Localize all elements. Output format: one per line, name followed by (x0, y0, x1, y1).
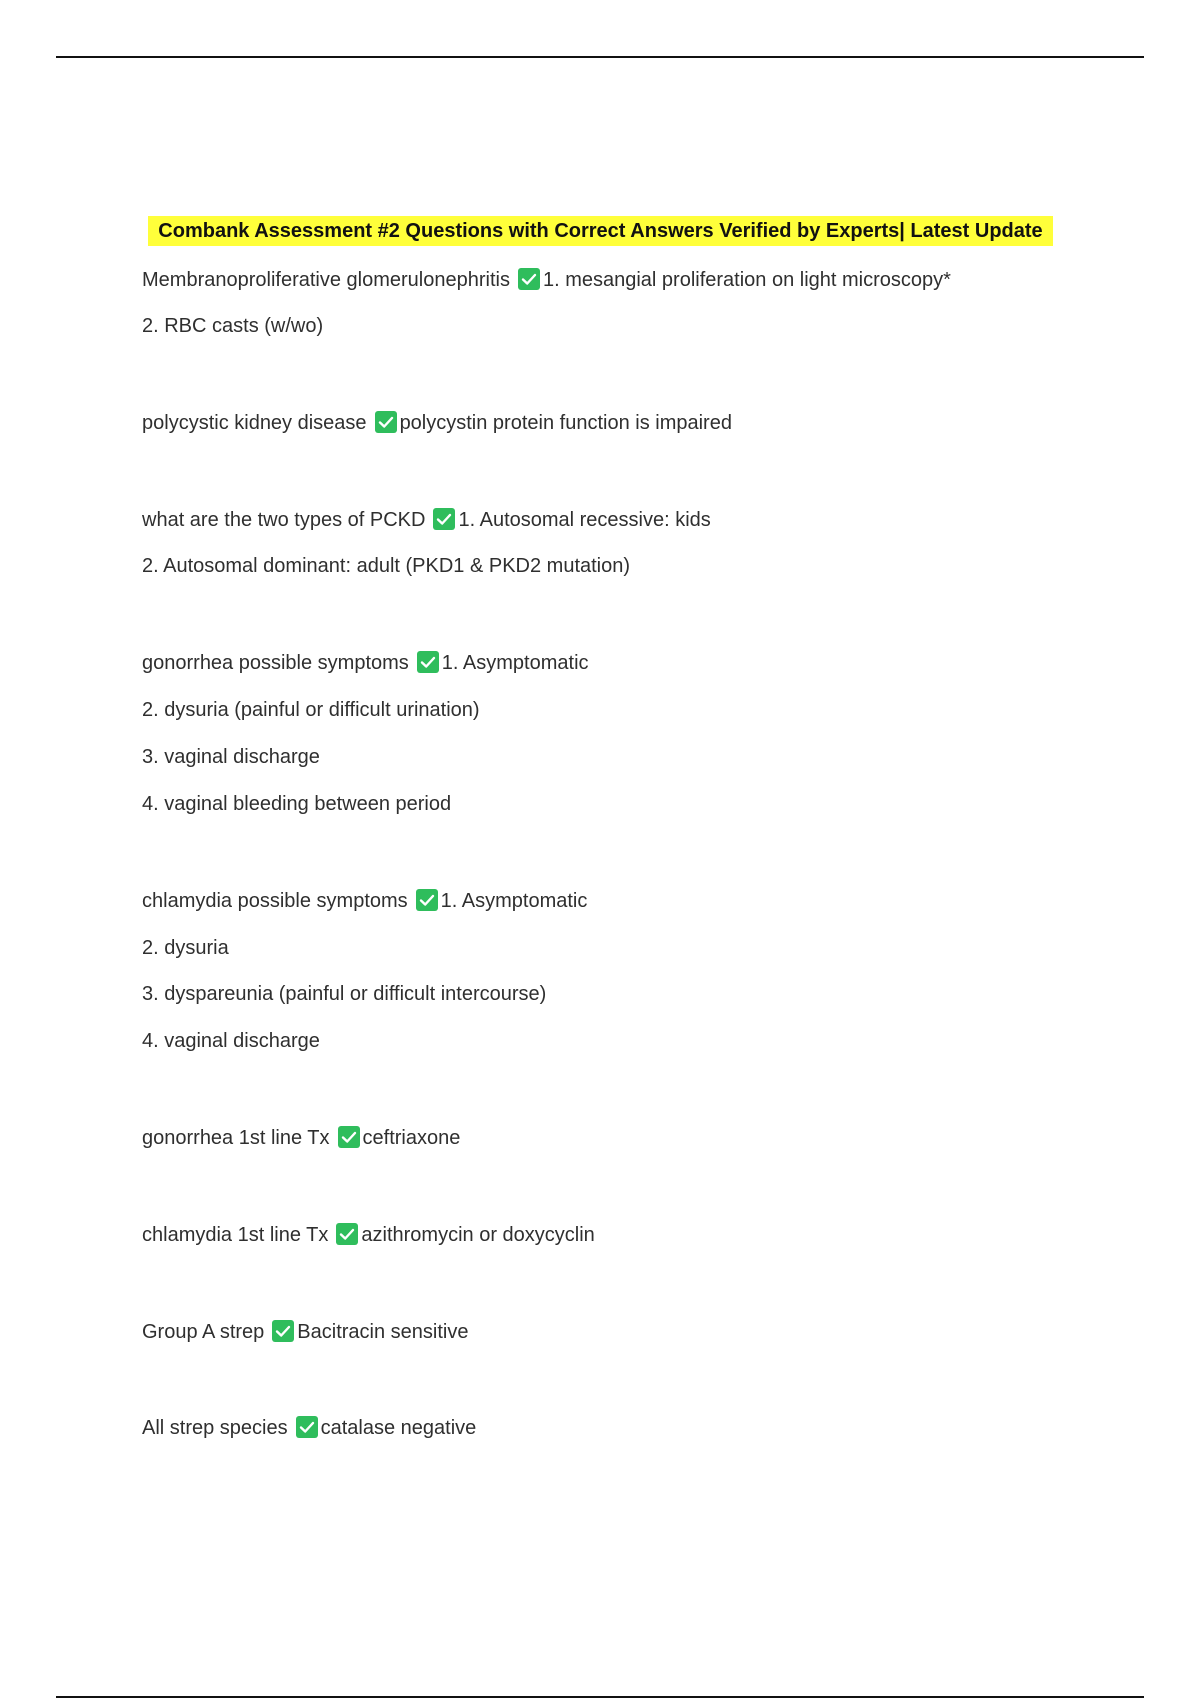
question-text: gonorrhea 1st line Tx (142, 1127, 330, 1149)
qa-line (142, 648, 589, 678)
answer-continuation: 2. dysuria (142, 937, 229, 959)
qa-line (142, 1413, 476, 1443)
qa-line (142, 1123, 460, 1153)
answer-text: 1. Asymptomatic (441, 652, 589, 674)
answer-text: 1. Autosomal recessive: kids (458, 509, 711, 531)
qa-line (142, 265, 951, 295)
answer-text: ceftriaxone (362, 1127, 461, 1149)
answer-continuation: 3. vaginal discharge (142, 746, 320, 768)
answer-continuation: 3. dyspareunia (painful or difficult intercourse) (142, 983, 547, 1005)
checkmark-icon (338, 1126, 360, 1148)
answer-continuation: 2. RBC casts (w/wo) (142, 315, 324, 337)
question-text: polycystic kidney disease (142, 412, 367, 434)
question-text: Group A strep (142, 1321, 265, 1343)
answer-continuation: 2. Autosomal dominant: adult (PKD1 & PKD2 mutation) (142, 555, 631, 577)
question-text: what are the two types of PCKD (142, 509, 426, 531)
document-title: Combank Assessment #2 Questions with Correct Answers Verified by Experts| Latest Update (148, 216, 1053, 246)
checkmark-icon (272, 1320, 294, 1342)
answer-text: 1. Asymptomatic (440, 890, 588, 912)
qa-line (142, 1220, 595, 1250)
answer-text: polycystin protein function is impaired (399, 412, 732, 434)
checkmark-icon (296, 1416, 318, 1438)
question-text: gonorrhea possible symptoms (142, 652, 409, 674)
qa-line (142, 1317, 468, 1347)
checkmark-icon (375, 411, 397, 433)
qa-line (142, 408, 732, 438)
answer-text: catalase negative (320, 1417, 477, 1439)
question-text: All strep species (142, 1417, 288, 1439)
checkmark-icon (518, 268, 540, 290)
answer-continuation: 4. vaginal discharge (142, 1030, 320, 1052)
qa-line (142, 505, 711, 535)
checkmark-icon (417, 651, 439, 673)
answer-text: 1. mesangial proliferation on light microscopy* (542, 269, 951, 291)
checkmark-icon (433, 508, 455, 530)
checkmark-icon (336, 1223, 358, 1245)
answer-continuation: 4. vaginal bleeding between period (142, 793, 452, 815)
bottom-rule (56, 1696, 1144, 1698)
question-text: chlamydia possible symptoms (142, 890, 408, 912)
question-text: Membranoproliferative glomerulonephritis (142, 269, 510, 291)
checkmark-icon (416, 889, 438, 911)
answer-text: azithromycin or doxycyclin (361, 1224, 595, 1246)
top-rule (56, 56, 1144, 58)
qa-line (142, 886, 587, 916)
answer-continuation: 2. dysuria (painful or difficult urination) (142, 699, 480, 721)
question-text: chlamydia 1st line Tx (142, 1224, 329, 1246)
answer-text: Bacitracin sensitive (297, 1321, 469, 1343)
